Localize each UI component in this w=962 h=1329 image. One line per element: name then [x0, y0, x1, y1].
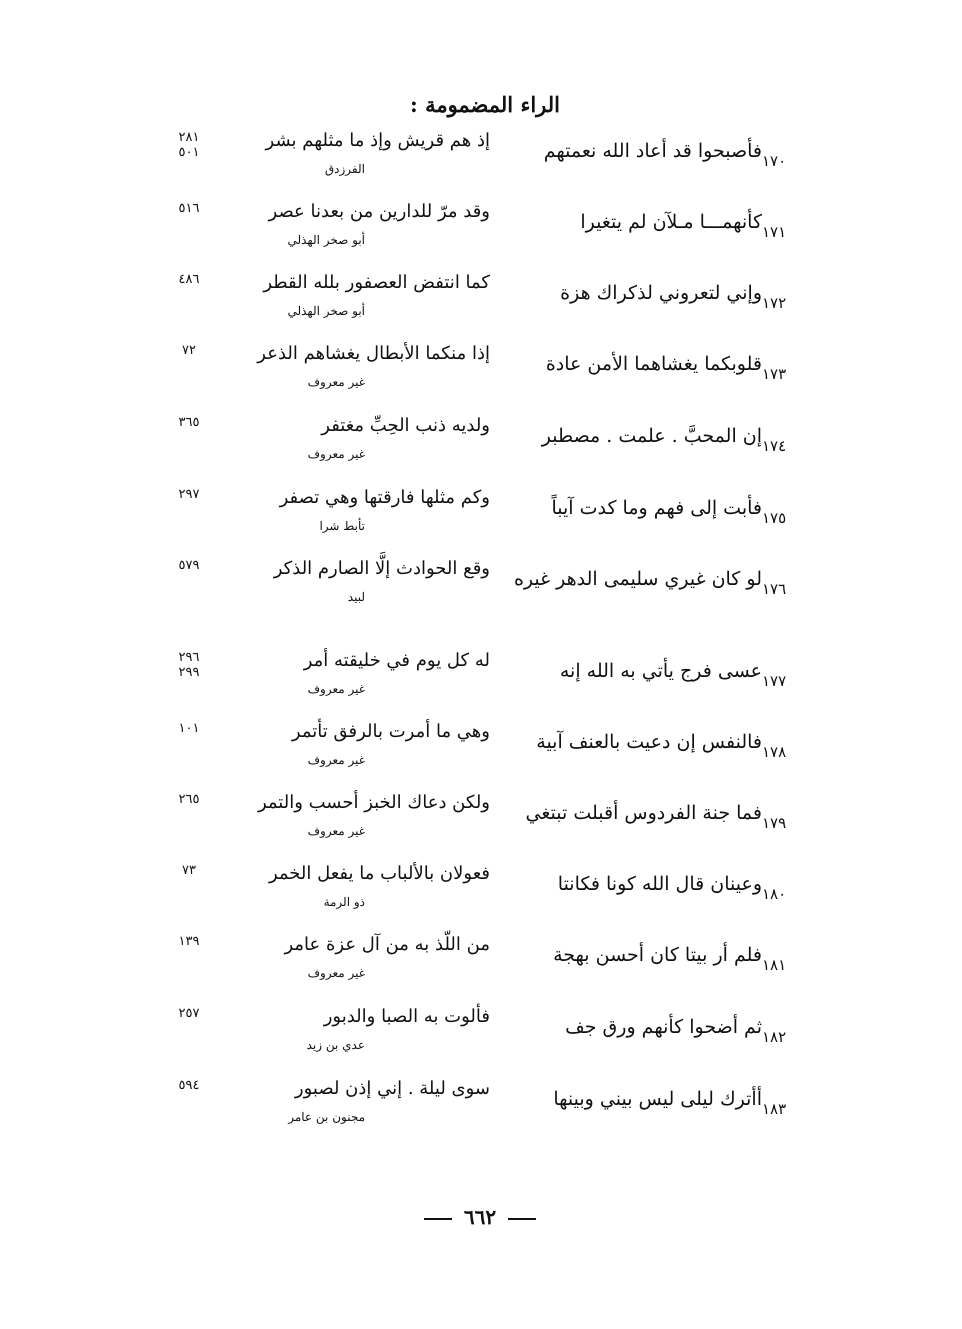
page-number: ٦٦٢	[463, 1205, 497, 1229]
page-reference: ٥١٦	[178, 201, 200, 216]
verse-number: ١٧٥	[762, 509, 787, 527]
verse-second-hemistich: من اللّذ به من آل عزة عامر	[284, 934, 490, 955]
verse-entry-178	[0, 721, 962, 799]
page-references	[160, 487, 218, 502]
verse-second-hemistich: سوى ليلة . إني إذن لصبور	[294, 1078, 490, 1099]
page-references	[160, 934, 218, 949]
verse-second-hemistich: ولكن دعاك الخبز أحسب والتمر	[257, 792, 490, 813]
verse-first-hemistich: وإني لتعروني لذكراك هزة	[560, 282, 762, 304]
footer-dash-left	[508, 1218, 536, 1220]
poet-name: غير معروف	[307, 375, 365, 389]
page-reference: ٧٣	[182, 863, 196, 878]
verse-second-hemistich: وقد مرّ للدارين من بعدنا عصر	[268, 201, 490, 222]
page-reference: ١٣٩	[178, 934, 200, 949]
page-reference: ٢٩٧	[178, 487, 200, 502]
verse-first-hemistich: ثم أضحوا كأنهم ورق جف	[565, 1016, 762, 1038]
page-reference: ٢٥٧	[178, 1006, 200, 1021]
poet-name: غير معروف	[307, 447, 365, 461]
page-references	[160, 130, 218, 160]
page-references	[160, 650, 218, 680]
page-references	[160, 272, 218, 287]
page-reference: ٢٩٦	[178, 650, 200, 665]
verse-number: ١٧١	[762, 223, 787, 241]
verse-number: ١٧٧	[762, 672, 787, 690]
verse-number: ١٨٣	[762, 1100, 787, 1118]
verse-entry-176	[0, 558, 962, 636]
verse-entry-170	[0, 130, 962, 208]
page-reference: ٥٩٤	[178, 1078, 200, 1093]
poet-name: مجنون بن عامر	[288, 1110, 365, 1124]
poet-name: غير معروف	[307, 966, 365, 980]
page-references	[160, 201, 218, 216]
page-reference: ٢٩٩	[178, 665, 200, 680]
verse-second-hemistich: إذ هم قريش وإذ ما مثلهم بشر	[265, 130, 490, 151]
verse-first-hemistich: قلوبكما يغشاهما الأمن عادة	[545, 353, 762, 375]
verse-first-hemistich: فأصبحوا قد أعاد الله نعمتهم	[543, 140, 762, 162]
page-references	[160, 415, 218, 430]
poet-name: أبو صخر الهذلي	[287, 304, 365, 318]
verse-first-hemistich: فلم أر بيتا كان أحسن بهجة	[553, 944, 762, 966]
verse-entry-174	[0, 415, 962, 493]
verse-first-hemistich: عسى فرج يأتي به الله إنه	[559, 660, 762, 682]
poet-name: غير معروف	[307, 682, 365, 696]
verse-entry-173	[0, 343, 962, 421]
page-footer	[390, 1205, 570, 1229]
page-references	[160, 558, 218, 573]
verse-first-hemistich: لو كان غيري سليمى الدهر غيره	[513, 568, 762, 590]
verse-number: ١٧٢	[762, 294, 787, 312]
page-reference: ٢٨١	[178, 130, 200, 145]
verse-second-hemistich: وقع الحوادث إلَّا الصارم الذكر	[273, 558, 490, 579]
page-reference: ٤٨٦	[178, 272, 200, 287]
verse-second-hemistich: ولديه ذنب الحِبِّ مغتفر	[321, 415, 490, 436]
verse-second-hemistich: له كل يوم في خليقته أمر	[303, 650, 490, 671]
verse-second-hemistich: كما انتفض العصفور بلله القطر	[263, 272, 490, 293]
page-reference: ٣٦٥	[178, 415, 200, 430]
poet-name: غير معروف	[307, 753, 365, 767]
footer-dash-right	[424, 1218, 452, 1220]
poet-name: غير معروف	[307, 824, 365, 838]
poet-name: عدي بن زيد	[306, 1038, 365, 1052]
verse-second-hemistich: إذا منكما الأبطال يغشاهم الذعر	[257, 343, 490, 364]
verse-entry-183	[0, 1078, 962, 1156]
page-reference: ٥٠١	[178, 145, 200, 160]
verse-first-hemistich: أأترك ليلى ليس بيني وبينها	[553, 1088, 762, 1110]
verse-number: ١٨٠	[762, 885, 787, 903]
page-reference: ٧٢	[182, 343, 196, 358]
verse-number: ١٧٤	[762, 437, 787, 455]
verse-entry-175	[0, 487, 962, 565]
verse-entry-180	[0, 863, 962, 941]
verse-entry-179	[0, 792, 962, 870]
verse-first-hemistich: إن المحبَّ . علمت . مصطبر	[541, 425, 762, 447]
verse-number: ١٨١	[762, 956, 787, 974]
page-references	[160, 343, 218, 358]
verse-number: ١٧٣	[762, 365, 787, 383]
verse-entry-172	[0, 272, 962, 350]
verse-second-hemistich: وكم مثلها فارقتها وهي تصفر	[279, 487, 490, 508]
verse-first-hemistich: فما جنة الفردوس أقبلت تبتغي	[525, 802, 762, 824]
page-references	[160, 721, 218, 736]
verse-entry-177	[0, 650, 962, 728]
page-reference: ١٠١	[178, 721, 200, 736]
poet-name: ذو الرمة	[323, 895, 365, 909]
verse-number: ١٧٠	[762, 152, 787, 170]
page-reference: ٢٦٥	[178, 792, 200, 807]
poet-name: تأبط شرا	[319, 519, 365, 533]
verse-entry-181	[0, 934, 962, 1012]
verse-second-hemistich: فعولان بالألباب ما يفعل الخمر	[268, 863, 490, 884]
page-references	[160, 1006, 218, 1021]
poet-name: الفرزدق	[324, 162, 365, 176]
page-reference: ٥٧٩	[178, 558, 200, 573]
verse-number: ١٧٩	[762, 814, 787, 832]
verse-first-hemistich: فالنفس إن دعيت بالعنف آبية	[536, 731, 762, 753]
verse-entry-171	[0, 201, 962, 279]
page-references	[160, 1078, 218, 1093]
verse-first-hemistich: فأبت إلى فهم وما كدت آيباً	[551, 497, 762, 519]
verse-first-hemistich: وعينان قال الله كونا فكانتا	[557, 873, 762, 895]
verse-number: ١٧٨	[762, 743, 787, 761]
poet-name: أبو صخر الهذلي	[287, 233, 365, 247]
page-references	[160, 863, 218, 878]
section-title: الراء المضمومة :	[410, 92, 560, 117]
verse-second-hemistich: فألوت به الصبا والدبور	[323, 1006, 490, 1027]
verse-entry-182	[0, 1006, 962, 1084]
verse-number: ١٨٢	[762, 1028, 787, 1046]
poet-name: لبيد	[347, 590, 365, 604]
verse-first-hemistich: كأنهمـــا مـلآن لم يتغيرا	[580, 211, 762, 233]
verse-second-hemistich: وهي ما أمرت بالرفق تأتمر	[291, 721, 490, 742]
verse-number: ١٧٦	[762, 580, 787, 598]
page-references	[160, 792, 218, 807]
